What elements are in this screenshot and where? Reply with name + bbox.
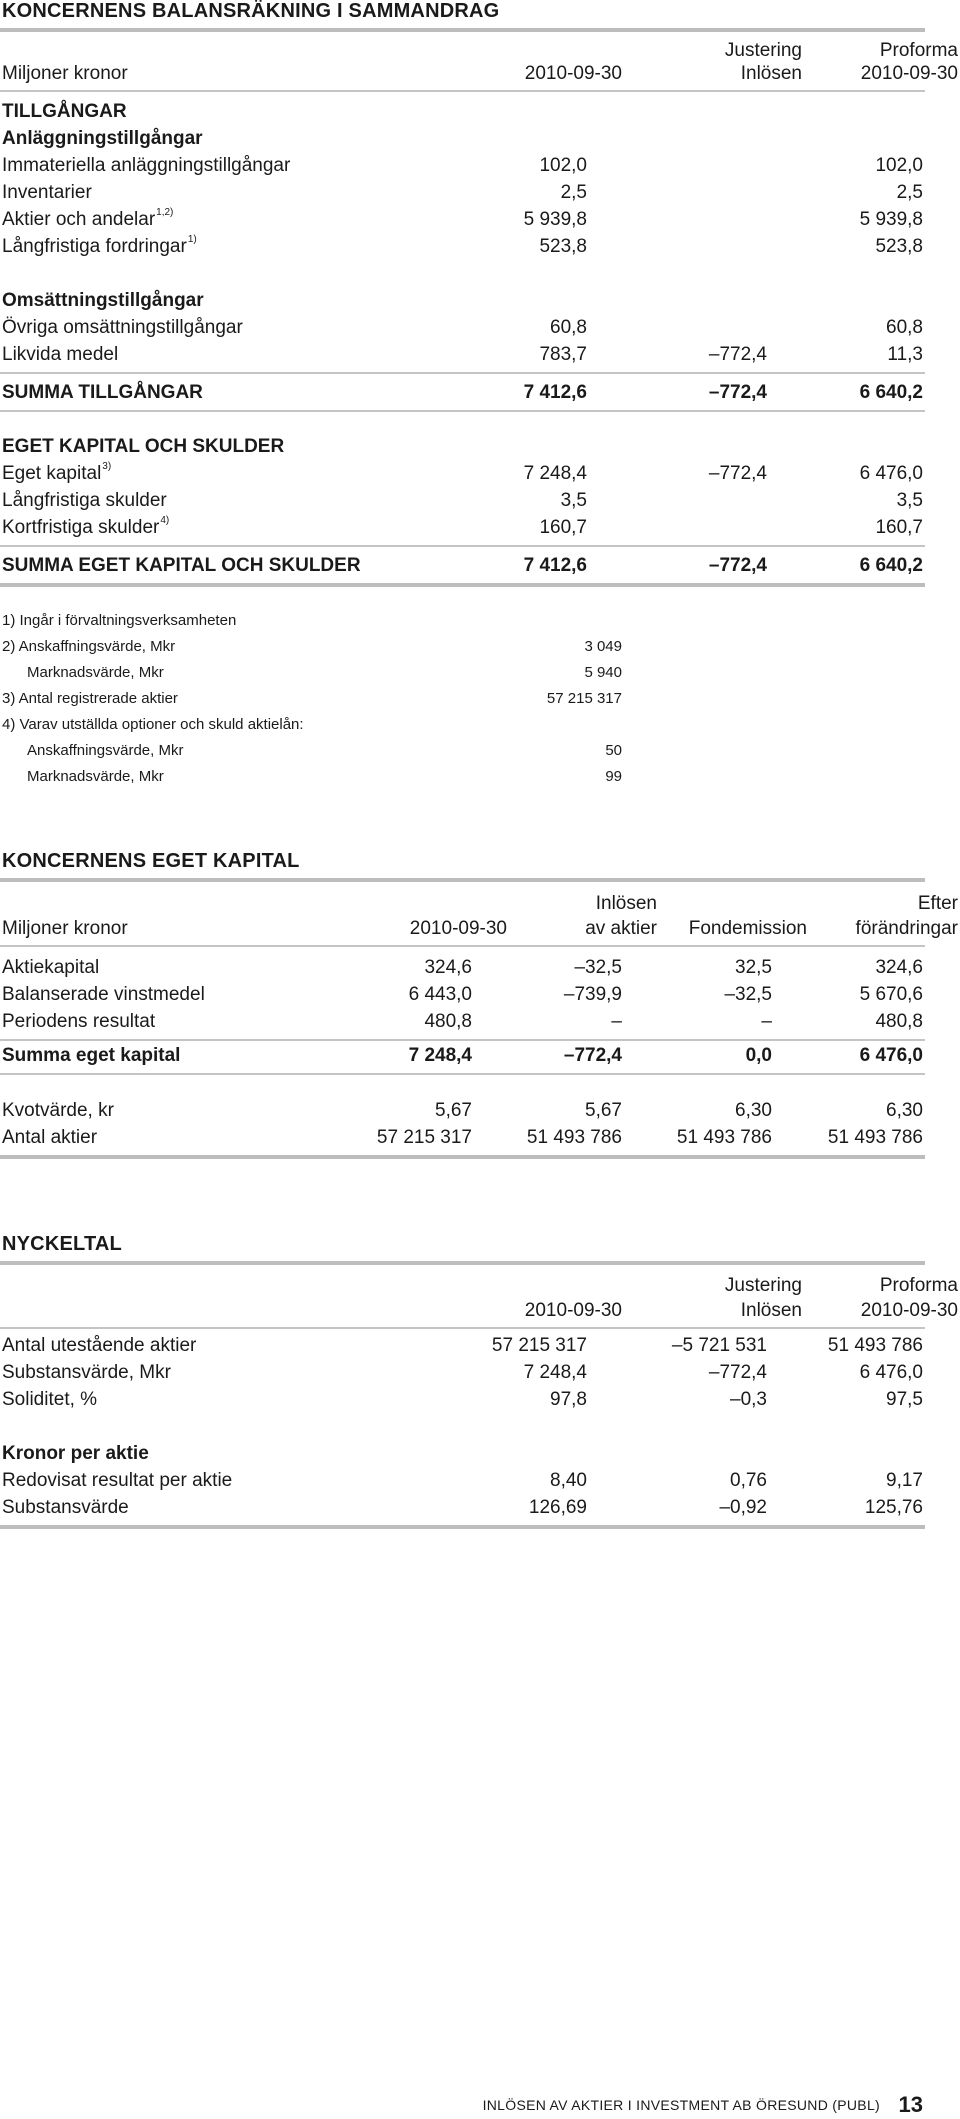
table-row: Aktier och andelar$^{1,2)}$ 5 939,8 5 939,8 [2,207,923,230]
table-row: Substansvärde 126,69 –0,92 125,76 [2,1497,923,1518]
table-row: Balanserade vinstmedel 6 443,0 –739,9 –32,5 5 670,6 [2,984,923,1005]
row-rule [0,1073,925,1075]
col-header-bonus-issue: Fondemission [688,918,807,939]
table-row: Kortfristiga skulder$^{4)}$ 160,7 160,7 [2,515,923,538]
footnote-4: 4) Varav utställda optioner och skuld aktielån: [2,716,304,733]
keyfigures-title: NYCKELTAL [2,1233,122,1255]
col-header-redemption-1: Inlösen [595,893,657,914]
col-header-label: Miljoner kronor [2,63,128,84]
table-row: Soliditet, % 97,8 –0,3 97,5 [2,1389,923,1410]
footnote-4c: Marknadsvärde, Mkr [27,768,164,785]
footnote-4c-value: 99 [605,768,622,785]
title-rule [0,878,925,882]
header-rule [0,90,925,92]
col-header-proforma-2: 2010-09-30 [860,63,958,84]
section-end-rule [0,1155,925,1159]
col-header-date: 2010-09-30 [524,63,622,84]
row-rule [0,410,925,412]
current-assets-heading: Omsättningstillgångar [2,290,204,311]
row-rule [0,1039,925,1041]
total-equity-row: Summa eget kapital 7 248,4 –772,4 0,0 6 476,0 [2,1045,923,1066]
footnote-4b: Anskaffningsvärde, Mkr [27,742,184,759]
table-row: Antal aktier 57 215 317 51 493 786 51 493 786 51 493 786 [2,1127,923,1148]
table-row: Immateriella anläggningstillgångar 102,0 102,0 [2,155,923,176]
footnote-2b-value: 5 940 [584,664,622,681]
footer-text: INLÖSEN AV AKTIER I INVESTMENT AB ÖRESUND (PUBL) [482,2097,880,2113]
page-footer [0,2094,925,2118]
col-header-date: 2010-09-30 [409,918,507,939]
col-header-proforma-1: Proforma [879,40,958,61]
table-row: Antal utestående aktier 57 215 317 –5 721 531 51 493 786 [2,1335,923,1356]
balance-title: KONCERNENS BALANSRÄKNING I SAMMANDRAG [2,0,500,22]
footnote-3-value: 57 215 317 [546,690,622,707]
footnote-1: 1) Ingår i förvaltningsverksamheten [2,612,237,629]
table-row: Långfristiga fordringar$^{1)}$ 523,8 523,8 [2,234,923,257]
table-row: Redovisat resultat per aktie 8,40 0,76 9,17 [2,1470,923,1491]
footnote-4b-value: 50 [605,742,622,759]
table-row: Substansvärde, Mkr 7 248,4 –772,4 6 476,0 [2,1362,923,1383]
section-end-rule [0,1525,925,1529]
col-header-date: 2010-09-30 [524,1300,622,1321]
assets-heading: TILLGÅNGAR [2,101,127,122]
equity-title: KONCERNENS EGET KAPITAL [2,850,300,872]
col-header-adjust-1: Justering [724,40,802,61]
footnote-3: 3) Antal registrerade aktier [2,690,178,707]
total-assets-row: SUMMA TILLGÅNGAR 7 412,6 –772,4 6 640,2 [2,382,923,403]
title-rule [0,1261,925,1265]
page-number: 13 [898,2092,923,2117]
header-rule [0,1327,925,1329]
table-row: Övriga omsättningstillgångar 60,8 60,8 [2,317,923,338]
footnote-ref: 3) [102,461,112,472]
col-header-proforma-1: Proforma [879,1275,958,1296]
col-header-adjust-2: Inlösen [740,1300,802,1321]
row-rule [0,372,925,374]
table-row: Aktiekapital 324,6 –32,5 32,5 324,6 [2,957,923,978]
col-header-adjust-2: Inlösen [740,63,802,84]
table-row: Inventarier 2,5 2,5 [2,182,923,203]
footnote-2-value: 3 049 [584,638,622,655]
total-equity-liabilities-row: SUMMA EGET KAPITAL OCH SKULDER 7 412,6 –772,4 6 640,2 [2,555,923,576]
col-header-after-2: förändringar [855,918,958,939]
col-header-after-1: Efter [917,893,958,914]
table-row: Kvotvärde, kr 5,67 5,67 6,30 6,30 [2,1100,923,1121]
footnote-ref: 1) [187,234,197,245]
footnote-2b: Marknadsvärde, Mkr [27,664,164,681]
equity-liabilities-heading: EGET KAPITAL OCH SKULDER [2,436,285,457]
section-end-rule [0,583,925,587]
col-header-label: Miljoner kronor [2,918,128,939]
per-share-heading: Kronor per aktie [2,1443,149,1464]
table-row: Periodens resultat 480,8 – – 480,8 [2,1011,923,1032]
col-header-redemption-2: av aktier [585,918,657,939]
col-header-adjust-1: Justering [724,1275,802,1296]
row-rule [0,545,925,547]
footnote-2: 2) Anskaffningsvärde, Mkr [2,638,176,655]
table-row: Långfristiga skulder 3,5 3,5 [2,490,923,511]
header-rule [0,945,925,947]
col-header-proforma-2: 2010-09-30 [860,1300,958,1321]
footnote-ref: 4) [160,515,170,526]
footnote-ref: 1,2) [156,207,174,218]
fixed-assets-heading: Anläggningstillgångar [2,128,203,149]
title-rule [0,28,925,32]
table-row: Eget kapital$^{3)}$ 7 248,4 –772,4 6 476,0 [2,461,923,484]
table-row: Likvida medel 783,7 –772,4 11,3 [2,344,923,365]
